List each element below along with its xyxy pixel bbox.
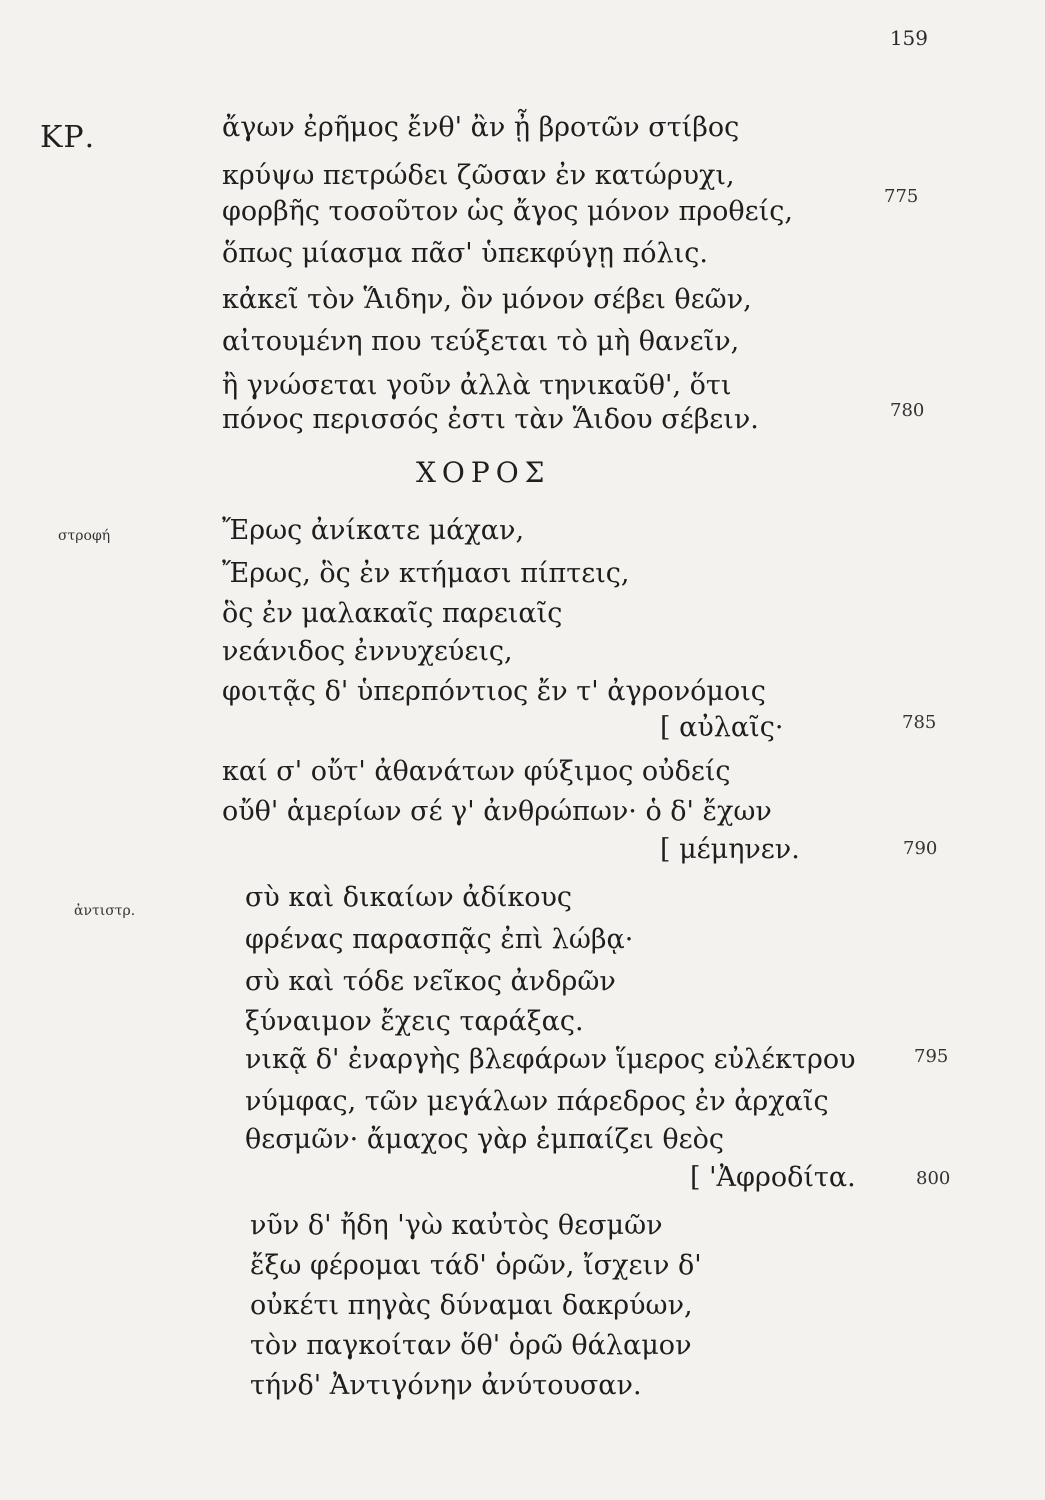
verse-line: ὅπως μίασμα πᾶσ' ὑπεκφύγῃ πόλις. — [222, 238, 708, 269]
verse-line: ἔξω φέρομαι τάδ' ὁρῶν, ἴσχειν δ' — [250, 1250, 702, 1281]
choir-heading: ΧΟΡΟΣ — [416, 456, 551, 489]
verse-line: οὔθ' ἁμερίων σέ γ' ἀνθρώπων· ὁ δ' ἔχων — [222, 796, 772, 827]
line-number: 775 — [884, 186, 919, 207]
verse-line: νύμφας, τῶν μεγάλων πάρεδρος ἐν ἀρχαῖς — [245, 1086, 829, 1117]
verse-line: Ἔρως ἀνίκατε μάχαν, — [222, 515, 525, 546]
line-number: 800 — [916, 1168, 951, 1189]
verse-line: κρύψω πετρώδει ζῶσαν ἐν κατώρυχι, — [222, 160, 735, 191]
line-number: 790 — [903, 838, 938, 859]
verse-line: νικᾷ δ' ἐναργὴς βλεφάρων ἵμερος εὐλέκτρου — [245, 1044, 856, 1075]
verse-line: φρένας παρασπᾷς ἐπὶ λώβᾳ· — [245, 924, 634, 955]
antistrophe-label: ἀντιστρ. — [74, 903, 136, 919]
verse-line: ξύναιμον ἔχεις ταράξας. — [245, 1006, 584, 1037]
verse-line: [ 'Ἀφροδίτα. — [690, 1162, 856, 1193]
verse-line: φοιτᾷς δ' ὑπερπόντιος ἔν τ' ἀγρονόμοις — [222, 676, 766, 707]
verse-line: καί σ' οὔτ' ἀθανάτων φύξιμος οὐδείς — [222, 756, 731, 787]
verse-line: τήνδ' Ἀντιγόνην ἀνύτουσαν. — [250, 1370, 642, 1401]
verse-line: πόνος περισσός ἐστι τὰν Ἅιδου σέβειν. — [222, 404, 759, 435]
speaker-label: ΚΡ. — [40, 120, 96, 155]
verse-line: [ μέμηνεν. — [660, 834, 800, 865]
line-number: 780 — [890, 400, 925, 421]
verse-line: σὺ καὶ τόδε νεῖκος ἀνδρῶν — [245, 966, 616, 997]
verse-line: οὐκέτι πηγὰς δύναμαι δακρύων, — [250, 1290, 693, 1321]
verse-line: αἰτουμένη που τεύξεται τὸ μὴ θανεῖν, — [222, 326, 740, 357]
line-number: 785 — [902, 712, 937, 733]
verse-line: νεάνιδος ἐννυχεύεις, — [222, 636, 513, 667]
verse-line: σὺ καὶ δικαίων ἀδίκους — [245, 882, 572, 913]
verse-line: ἢ γνώσεται γοῦν ἀλλὰ τηνικαῦθ', ὅτι — [222, 370, 732, 401]
verse-line: ὃς ἐν μαλακαῖς παρειαῖς — [222, 598, 563, 629]
verse-line: θεσμῶν· ἄμαχος γὰρ ἐμπαίζει θεὸς — [245, 1124, 724, 1155]
page-number: 159 — [889, 26, 928, 50]
verse-line: τὸν παγκοίταν ὅθ' ὁρῶ θάλαμον — [250, 1330, 692, 1361]
verse-line: φορβῆς τοσοῦτον ὡς ἄγος μόνον προθείς, — [222, 196, 793, 227]
verse-line: Ἔρως, ὃς ἐν κτήμασι πίπτεις, — [222, 558, 630, 589]
line-number: 795 — [914, 1046, 949, 1067]
verse-line: ἄγων ἐρῆμος ἔνθ' ἂν ᾖ βροτῶν στίβος — [222, 112, 740, 143]
verse-line: κἀκεῖ τὸν Ἅιδην, ὃν μόνον σέβει θεῶν, — [222, 284, 752, 315]
strophe-label: στροφή — [58, 528, 111, 544]
verse-line: νῦν δ' ἤδη 'γὼ καὐτὸς θεσμῶν — [250, 1210, 663, 1241]
verse-line: [ αὐλαῖς· — [660, 712, 784, 743]
